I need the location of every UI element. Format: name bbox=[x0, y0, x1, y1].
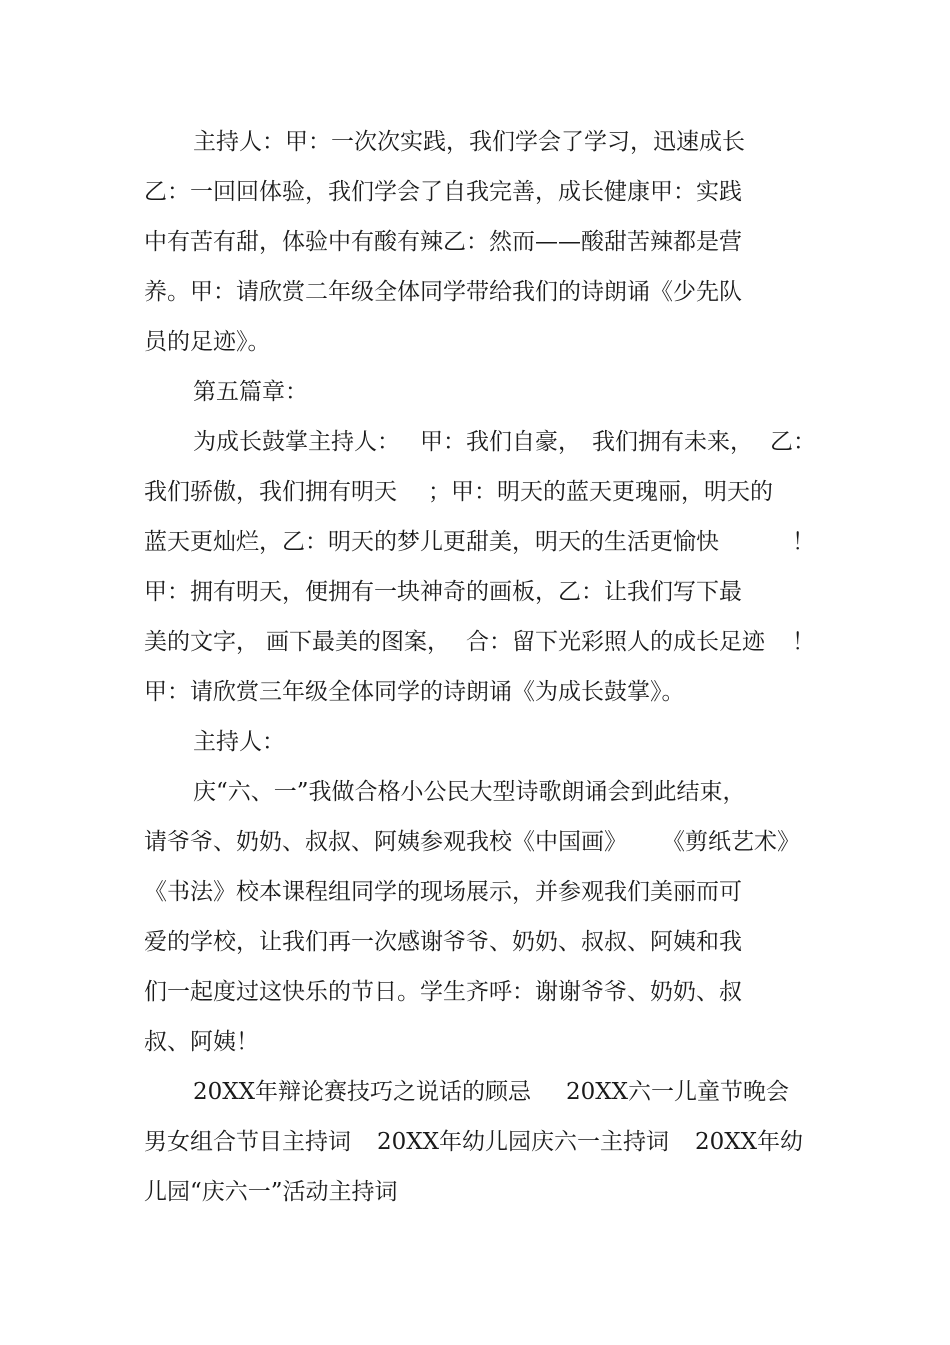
related-link[interactable]: 20XX六一儿童节晚会 bbox=[566, 1079, 790, 1105]
text-line bbox=[0, 624, 950, 660]
text-line bbox=[0, 874, 950, 910]
text-line bbox=[0, 824, 950, 860]
text-run: 合：留下光彩照人的成长足迹 bbox=[466, 629, 765, 655]
text-run: 第五篇章： bbox=[193, 379, 308, 405]
text-run: 《剪纸艺术》 bbox=[662, 829, 800, 855]
text-line bbox=[0, 974, 950, 1010]
text-line bbox=[0, 724, 950, 760]
text-run: 叔、阿姨！ bbox=[144, 1029, 259, 1055]
text-run: 主持人：甲：一次次实践，我们学会了学习，迅速成长 bbox=[193, 129, 745, 155]
text-line bbox=[0, 524, 950, 560]
text-run: 们一起度过这快乐的节日。学生齐呼：谢谢爷爷、奶奶、叔 bbox=[144, 979, 742, 1005]
text-run: 为成长鼓掌主持人： bbox=[193, 429, 400, 455]
text-line bbox=[0, 224, 950, 260]
text-line bbox=[0, 424, 950, 460]
text-run: 《书法》校本课程组同学的现场展示，并参观我们美丽而可 bbox=[144, 879, 742, 905]
section-heading bbox=[0, 374, 950, 410]
text-line bbox=[0, 1024, 950, 1060]
text-run: 甲：拥有明天，便拥有一块神奇的画板，乙：让我们写下最 bbox=[144, 579, 742, 605]
text-line bbox=[0, 274, 950, 310]
text-run: ；甲：明天的蓝天更瑰丽，明天的 bbox=[428, 479, 773, 505]
text-run: 中有苦有甜，体验中有酸有辣乙：然而——酸甜苦辣都是营 bbox=[144, 229, 742, 255]
text-line bbox=[0, 324, 950, 360]
text-run: 甲：我们自豪， bbox=[420, 429, 581, 455]
text-run: 美的文字， bbox=[144, 629, 259, 655]
text-run: 画下最美的图案， bbox=[266, 629, 450, 655]
text-line bbox=[0, 474, 950, 510]
text-run: 乙：一回回体验，我们学会了自我完善，成长健康甲：实践 bbox=[144, 179, 742, 205]
text-run: 爱的学校，让我们再一次感谢爷爷、奶奶、叔叔、阿姨和我 bbox=[144, 929, 742, 955]
text-run: 蓝天更灿烂，乙：明天的梦儿更甜美，明天的生活更愉快 bbox=[144, 529, 719, 555]
related-link[interactable]: 20XX年幼 bbox=[695, 1129, 804, 1155]
related-link[interactable]: 20XX年辩论赛技巧之说话的顾忌 bbox=[193, 1079, 532, 1105]
text-run: 我们拥有未来， bbox=[592, 429, 753, 455]
text-run: 养。甲：请欣赏二年级全体同学带给我们的诗朗诵《少先队 bbox=[144, 279, 742, 305]
text-run: ！ bbox=[792, 629, 815, 655]
text-line bbox=[0, 574, 950, 610]
text-run: 请爷爷、奶奶、叔叔、阿姨参观我校《中国画》 bbox=[144, 829, 627, 855]
text-line bbox=[0, 774, 950, 810]
text-line bbox=[0, 124, 950, 160]
text-run: 甲：请欣赏三年级全体同学的诗朗诵《为成长鼓掌》。 bbox=[144, 679, 685, 705]
related-links-line bbox=[0, 1124, 950, 1160]
related-link[interactable]: 20XX年幼儿园庆六一主持词 bbox=[377, 1129, 670, 1155]
text-run: 主持人： bbox=[193, 729, 285, 755]
text-line bbox=[0, 174, 950, 210]
related-links-line bbox=[0, 1074, 950, 1110]
text-line bbox=[0, 924, 950, 960]
text-run: 员的足迹》。 bbox=[144, 329, 271, 355]
text-line bbox=[0, 674, 950, 710]
text-run: 庆“六、一”我做合格小公民大型诗歌朗诵会到此结束， bbox=[193, 779, 746, 805]
related-link[interactable]: 男女组合节目主持词 bbox=[144, 1129, 351, 1155]
text-run: 我们骄傲，我们拥有明天 bbox=[144, 479, 397, 505]
related-links-line bbox=[0, 1174, 950, 1210]
related-link[interactable]: 儿园“庆六一”活动主持词 bbox=[144, 1179, 398, 1205]
text-run: ！ bbox=[792, 529, 815, 555]
text-run: 乙： bbox=[770, 429, 816, 455]
